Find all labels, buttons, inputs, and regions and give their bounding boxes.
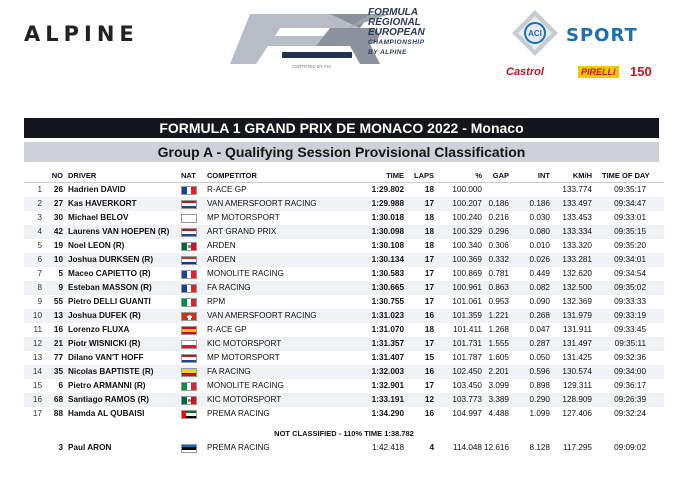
- cell-laps: 17: [424, 381, 434, 390]
- cell-laps: 18: [424, 325, 434, 334]
- col-gap: GAP: [492, 171, 509, 180]
- cell-int: 0.090: [529, 297, 550, 306]
- cell-tod: 09:35:15: [614, 227, 646, 236]
- cell-int: 0.287: [529, 339, 550, 348]
- cell-int: 0.047: [529, 325, 550, 334]
- cell-no: 6: [58, 381, 63, 390]
- cell-time: 1:33.191: [371, 395, 404, 404]
- cell-driver: Joshua DURKSEN (R): [68, 255, 154, 264]
- cell-laps: 15: [424, 353, 434, 362]
- cell-laps: 16: [424, 367, 434, 376]
- cell-time: 1:32.901: [371, 381, 404, 390]
- cell-gap: 3.389: [488, 395, 509, 404]
- table-row: [24, 379, 664, 393]
- event-title: FORMULA 1 GRAND PRIX DE MONACO 2022 - Monaco: [24, 118, 659, 138]
- cell-kmh: 127.406: [562, 409, 592, 418]
- table-row: [24, 393, 664, 407]
- fr-certified-label: CERTIFIED BY FIA: [292, 64, 332, 69]
- pirelli-150-logo: 150: [630, 64, 652, 79]
- cell-competitor: KIC MOTORSPORT: [207, 339, 282, 348]
- cell-driver: Hadrien DAVID: [68, 185, 126, 194]
- cell-driver: Kas HAVERKORT: [68, 199, 137, 208]
- cell-laps: 18: [424, 185, 434, 194]
- cell-driver: Hamda AL QUBAISI: [68, 409, 145, 418]
- cell-driver: Esteban MASSON (R): [68, 283, 152, 292]
- cell-gap: 3.099: [488, 381, 509, 390]
- cell-pct: 100.207: [452, 199, 482, 208]
- cell-kmh: 117.295: [563, 443, 592, 452]
- table-row: [24, 407, 664, 421]
- nationality-flag-icon: [181, 312, 197, 321]
- cell-int: 1.099: [529, 409, 550, 418]
- cell-time: 1:30.098: [371, 227, 404, 236]
- cell-pct: 114.048: [453, 443, 482, 452]
- col-pct: %: [475, 171, 482, 180]
- cell-tod: 09:33:45: [614, 325, 646, 334]
- cell-competitor: KIC MOTORSPORT: [207, 395, 282, 404]
- cell-laps: 17: [424, 269, 434, 278]
- cell-gap: 1.555: [488, 339, 509, 348]
- cell-competitor: ARDEN: [207, 241, 236, 250]
- cell-driver: Noel LEON (R): [68, 241, 125, 250]
- cell-int: 0.010: [529, 241, 550, 250]
- cell-int: 0.082: [529, 283, 550, 292]
- cell-driver: Joshua DUFEK (R): [68, 311, 141, 320]
- cell-pct: 100.000: [452, 185, 482, 194]
- cell-driver: Lorenzo FLUXA: [68, 325, 130, 334]
- col-driver: DRIVER: [68, 171, 97, 180]
- cell-kmh: 133.334: [562, 227, 592, 236]
- cell-tod: 09:34:47: [614, 199, 646, 208]
- cell-gap: 1.605: [488, 353, 509, 362]
- cell-laps: 17: [424, 297, 434, 306]
- cell-pos: 6: [37, 255, 42, 264]
- cell-pct: 101.061: [452, 297, 482, 306]
- cell-pos: 9: [37, 297, 42, 306]
- cell-kmh: 132.620: [562, 269, 592, 278]
- cell-driver: Laurens VAN HOEPEN (R): [68, 227, 170, 236]
- col-kmh: KM/H: [572, 171, 592, 180]
- castrol-logo: Castrol: [506, 66, 544, 78]
- cell-laps: 18: [424, 241, 434, 250]
- nationality-flag-icon: [181, 256, 197, 265]
- cell-pct: 100.961: [452, 283, 482, 292]
- cell-gap: 1.268: [488, 325, 509, 334]
- cell-kmh: 133.774: [562, 185, 592, 194]
- nationality-flag-icon: [181, 200, 197, 209]
- cell-gap: 0.186: [488, 199, 509, 208]
- cell-time: 1:30.108: [371, 241, 404, 250]
- cell-time: 1:30.018: [371, 213, 404, 222]
- cell-kmh: 130.574: [562, 367, 592, 376]
- nationality-flag-icon: [181, 340, 197, 349]
- cell-driver: Pietro ARMANNI (R): [68, 381, 146, 390]
- cell-kmh: 128.909: [562, 395, 592, 404]
- col-no: NO: [51, 171, 63, 180]
- cell-driver: Santiago RAMOS (R): [68, 395, 149, 404]
- cell-laps: 16: [424, 409, 434, 418]
- nationality-flag-icon: [181, 326, 197, 335]
- cell-int: 0.080: [529, 227, 550, 236]
- cell-time: 1:31.023: [371, 311, 404, 320]
- cell-pct: 100.329: [452, 227, 482, 236]
- cell-tod: 09:32:24: [614, 409, 646, 418]
- cell-driver: Dilano VAN'T HOFF: [68, 353, 144, 362]
- nationality-flag-icon: [181, 284, 197, 293]
- cell-pct: 101.411: [453, 325, 482, 334]
- cell-competitor: ART GRAND PRIX: [207, 227, 277, 236]
- col-laps: LAPS: [413, 171, 434, 180]
- fr-title: FORMULA REGIONAL EUROPEAN CHAMPIONSHIP BY ALPINE: [368, 7, 425, 56]
- cell-time: 1:30.665: [371, 283, 404, 292]
- cell-no: 68: [53, 395, 63, 404]
- not-classified-body: [24, 441, 664, 455]
- table-row: [24, 365, 664, 379]
- cell-kmh: 131.979: [562, 311, 592, 320]
- cell-pct: 103.450: [452, 381, 482, 390]
- cell-kmh: 133.320: [562, 241, 592, 250]
- cell-pos: 10: [32, 311, 42, 320]
- cell-kmh: 132.500: [562, 283, 592, 292]
- cell-laps: 17: [424, 283, 434, 292]
- table-row: [24, 239, 664, 253]
- cell-int: 0.030: [529, 213, 550, 222]
- cell-kmh: 131.425: [562, 353, 592, 362]
- col-competitor: COMPETITOR: [207, 171, 257, 180]
- cell-no: 27: [53, 199, 63, 208]
- pirelli-logo: PIRELLI: [578, 66, 619, 78]
- table-row: [24, 253, 664, 267]
- cell-competitor: MONOLITE RACING: [207, 381, 284, 390]
- cell-pct: 101.787: [452, 353, 482, 362]
- fr-logo-icon: [220, 6, 470, 70]
- cell-int: 0.898: [529, 381, 550, 390]
- table-body: [24, 183, 664, 421]
- cell-laps: 4: [429, 443, 434, 452]
- cell-tod: 09:26:39: [614, 395, 646, 404]
- cell-tod: 09:35:17: [614, 185, 646, 194]
- cell-gap: 0.781: [488, 269, 509, 278]
- cell-time: 1:29.802: [371, 185, 404, 194]
- cell-kmh: 132.369: [562, 297, 592, 306]
- cell-time: 1:34.290: [371, 409, 404, 418]
- cell-kmh: 131.497: [562, 339, 592, 348]
- cell-competitor: RPM: [207, 297, 226, 306]
- table-row: [24, 337, 664, 351]
- cell-pct: 104.997: [452, 409, 482, 418]
- cell-pos: 17: [32, 409, 42, 418]
- cell-competitor: VAN AMERSFOORT RACING: [207, 199, 317, 208]
- cell-pos: 3: [37, 213, 42, 222]
- cell-pos: 14: [32, 367, 42, 376]
- table-row: [24, 441, 664, 455]
- cell-pos: 11: [33, 325, 42, 334]
- cell-time: 1:32.003: [371, 367, 404, 376]
- cell-competitor: R-ACE GP: [207, 185, 247, 194]
- cell-pos: 13: [32, 353, 42, 362]
- cell-competitor: ARDEN: [207, 255, 236, 264]
- cell-kmh: 131.911: [563, 325, 592, 334]
- cell-no: 35: [53, 367, 63, 376]
- cell-no: 42: [53, 227, 63, 236]
- cell-laps: 18: [424, 227, 434, 236]
- nationality-flag-icon: [181, 368, 197, 377]
- cell-tod: 09:32:36: [614, 353, 646, 362]
- cell-laps: 12: [424, 395, 434, 404]
- cell-pos: 8: [37, 283, 42, 292]
- col-tod: TIME OF DAY: [602, 171, 650, 180]
- cell-time: 1:30.134: [371, 255, 404, 264]
- cell-int: 0.268: [529, 311, 550, 320]
- nationality-flag-icon: [181, 186, 197, 195]
- cell-pos: 15: [32, 381, 42, 390]
- cell-competitor: PREMA RACING: [207, 443, 270, 452]
- cell-no: 21: [53, 339, 63, 348]
- cell-pct: 100.240: [452, 213, 482, 222]
- cell-laps: 17: [424, 339, 434, 348]
- cell-no: 3: [58, 443, 63, 452]
- cell-competitor: FA RACING: [207, 283, 251, 292]
- table-row: [24, 183, 664, 197]
- cell-no: 5: [58, 269, 63, 278]
- nationality-flag-icon: [181, 410, 197, 419]
- cell-kmh: 133.281: [562, 255, 592, 264]
- cell-int: 0.026: [529, 255, 550, 264]
- cell-competitor: MP MOTORSPORT: [207, 213, 280, 222]
- cell-no: 30: [53, 213, 63, 222]
- table-row: [24, 267, 664, 281]
- cell-gap: 4.488: [488, 409, 509, 418]
- cell-tod: 09:33:33: [614, 297, 646, 306]
- cell-gap: 0.306: [488, 241, 509, 250]
- cell-int: 8.128: [529, 443, 550, 452]
- cell-pct: 101.359: [452, 311, 482, 320]
- cell-time: 1:30.583: [371, 269, 404, 278]
- cell-competitor: MP MOTORSPORT: [207, 353, 280, 362]
- cell-time: 1:31.070: [371, 325, 404, 334]
- cell-gap: 2.201: [488, 367, 509, 376]
- cell-tod: 09:35:11: [614, 339, 646, 348]
- classification-table: [24, 170, 664, 455]
- cell-laps: 16: [424, 311, 434, 320]
- table-row: [24, 281, 664, 295]
- cell-pos: 4: [37, 227, 42, 236]
- cell-tod: 09:36:17: [614, 381, 646, 390]
- cell-driver: Piotr WISNICKI (R): [68, 339, 141, 348]
- cell-no: 10: [53, 255, 63, 264]
- cell-int: 0.050: [529, 353, 550, 362]
- cell-int: 0.449: [529, 269, 550, 278]
- session-title: Group A - Qualifying Session Provisional Classification: [24, 142, 659, 162]
- cell-laps: 18: [424, 213, 434, 222]
- cell-gap: 12.616: [483, 443, 509, 452]
- cell-pos: 16: [32, 395, 42, 404]
- nationality-flag-icon: [181, 354, 197, 363]
- cell-gap: 0.863: [488, 283, 509, 292]
- alpine-logo: ALPINE: [24, 22, 139, 46]
- cell-pos: 2: [37, 199, 42, 208]
- nationality-flag-icon: [181, 214, 197, 223]
- cell-pct: 100.869: [452, 269, 482, 278]
- cell-pct: 100.340: [452, 241, 482, 250]
- cell-tod: 09:33:19: [614, 311, 646, 320]
- nationality-flag-icon: [181, 396, 197, 405]
- cell-gap: 0.953: [488, 297, 509, 306]
- cell-pos: 5: [37, 241, 42, 250]
- cell-int: 0.596: [529, 367, 550, 376]
- col-int: INT: [537, 171, 550, 180]
- nationality-flag-icon: [181, 228, 197, 237]
- cell-int: 0.290: [529, 395, 550, 404]
- table-row: [24, 211, 664, 225]
- cell-no: 88: [53, 409, 63, 418]
- table-row: [24, 309, 664, 323]
- cell-laps: 17: [424, 199, 434, 208]
- cell-driver: Maceo CAPIETTO (R): [68, 269, 151, 278]
- svg-text:ACI: ACI: [528, 29, 542, 38]
- cell-competitor: VAN AMERSFOORT RACING: [207, 311, 317, 320]
- cell-driver: Pietro DELLI GUANTI: [68, 297, 151, 306]
- cell-gap: 1.221: [488, 311, 509, 320]
- cell-gap: 0.332: [488, 255, 509, 264]
- table-row: [24, 197, 664, 211]
- cell-pct: 100.369: [452, 255, 482, 264]
- cell-pct: 102.450: [452, 367, 482, 376]
- cell-competitor: FA RACING: [207, 367, 251, 376]
- cell-tod: 09:34:54: [614, 269, 646, 278]
- cell-tod: 09:35:20: [614, 241, 646, 250]
- cell-tod: 09:09:02: [614, 443, 646, 452]
- table-row: [24, 323, 664, 337]
- cell-no: 26: [53, 185, 63, 194]
- cell-competitor: MONOLITE RACING: [207, 269, 284, 278]
- cell-time: 1:30.755: [371, 297, 404, 306]
- cell-no: 16: [53, 325, 63, 334]
- cell-gap: 0.216: [488, 213, 509, 222]
- table-row: [24, 351, 664, 365]
- cell-no: 9: [58, 283, 63, 292]
- col-time: TIME: [386, 171, 404, 180]
- table-row: [24, 295, 664, 309]
- cell-pct: 103.773: [452, 395, 482, 404]
- table-row: [24, 225, 664, 239]
- cell-laps: 17: [424, 255, 434, 264]
- cell-tod: 09:34:01: [614, 255, 646, 264]
- nationality-flag-icon: [181, 382, 197, 391]
- col-nat: NAT: [181, 171, 196, 180]
- cell-time: 1:31.357: [371, 339, 404, 348]
- cell-gap: 0.296: [488, 227, 509, 236]
- page-header: [0, 0, 680, 105]
- cell-driver: Michael BELOV: [68, 213, 129, 222]
- cell-competitor: R-ACE GP: [207, 325, 247, 334]
- not-classified-row: [24, 421, 664, 441]
- cell-pos: 1: [37, 185, 42, 194]
- table-header: [24, 170, 664, 183]
- cell-tod: 09:34:00: [614, 367, 646, 376]
- cell-kmh: 129.311: [563, 381, 592, 390]
- cell-driver: Nicolas BAPTISTE (R): [68, 367, 154, 376]
- cell-pos: 7: [37, 269, 42, 278]
- nationality-flag-icon: [181, 298, 197, 307]
- cell-time: 1:42.418: [372, 443, 404, 452]
- cell-pct: 101.731: [452, 339, 482, 348]
- cell-kmh: 133.497: [562, 199, 592, 208]
- aci-sport-label: SPORT: [566, 25, 638, 46]
- cell-tod: 09:33:01: [614, 213, 646, 222]
- cell-no: 77: [53, 353, 63, 362]
- nationality-flag-icon: [181, 444, 197, 453]
- cell-time: 1:29.988: [371, 199, 404, 208]
- cell-no: 19: [53, 241, 63, 250]
- cell-pos: 12: [32, 339, 42, 348]
- cell-tod: 09:35:02: [614, 283, 646, 292]
- cell-no: 13: [53, 311, 63, 320]
- cell-driver: Paul ARON: [68, 443, 112, 452]
- cell-no: 55: [53, 297, 63, 306]
- nationality-flag-icon: [181, 242, 197, 251]
- cell-competitor: PREMA RACING: [207, 409, 270, 418]
- cell-int: 0.186: [529, 199, 550, 208]
- nationality-flag-icon: [181, 270, 197, 279]
- not-classified-label: NOT CLASSIFIED - 110% TIME 1:38.782: [274, 429, 414, 438]
- cell-kmh: 133.453: [562, 213, 592, 222]
- aci-logo-icon: [510, 8, 560, 58]
- cell-time: 1:31.407: [371, 353, 404, 362]
